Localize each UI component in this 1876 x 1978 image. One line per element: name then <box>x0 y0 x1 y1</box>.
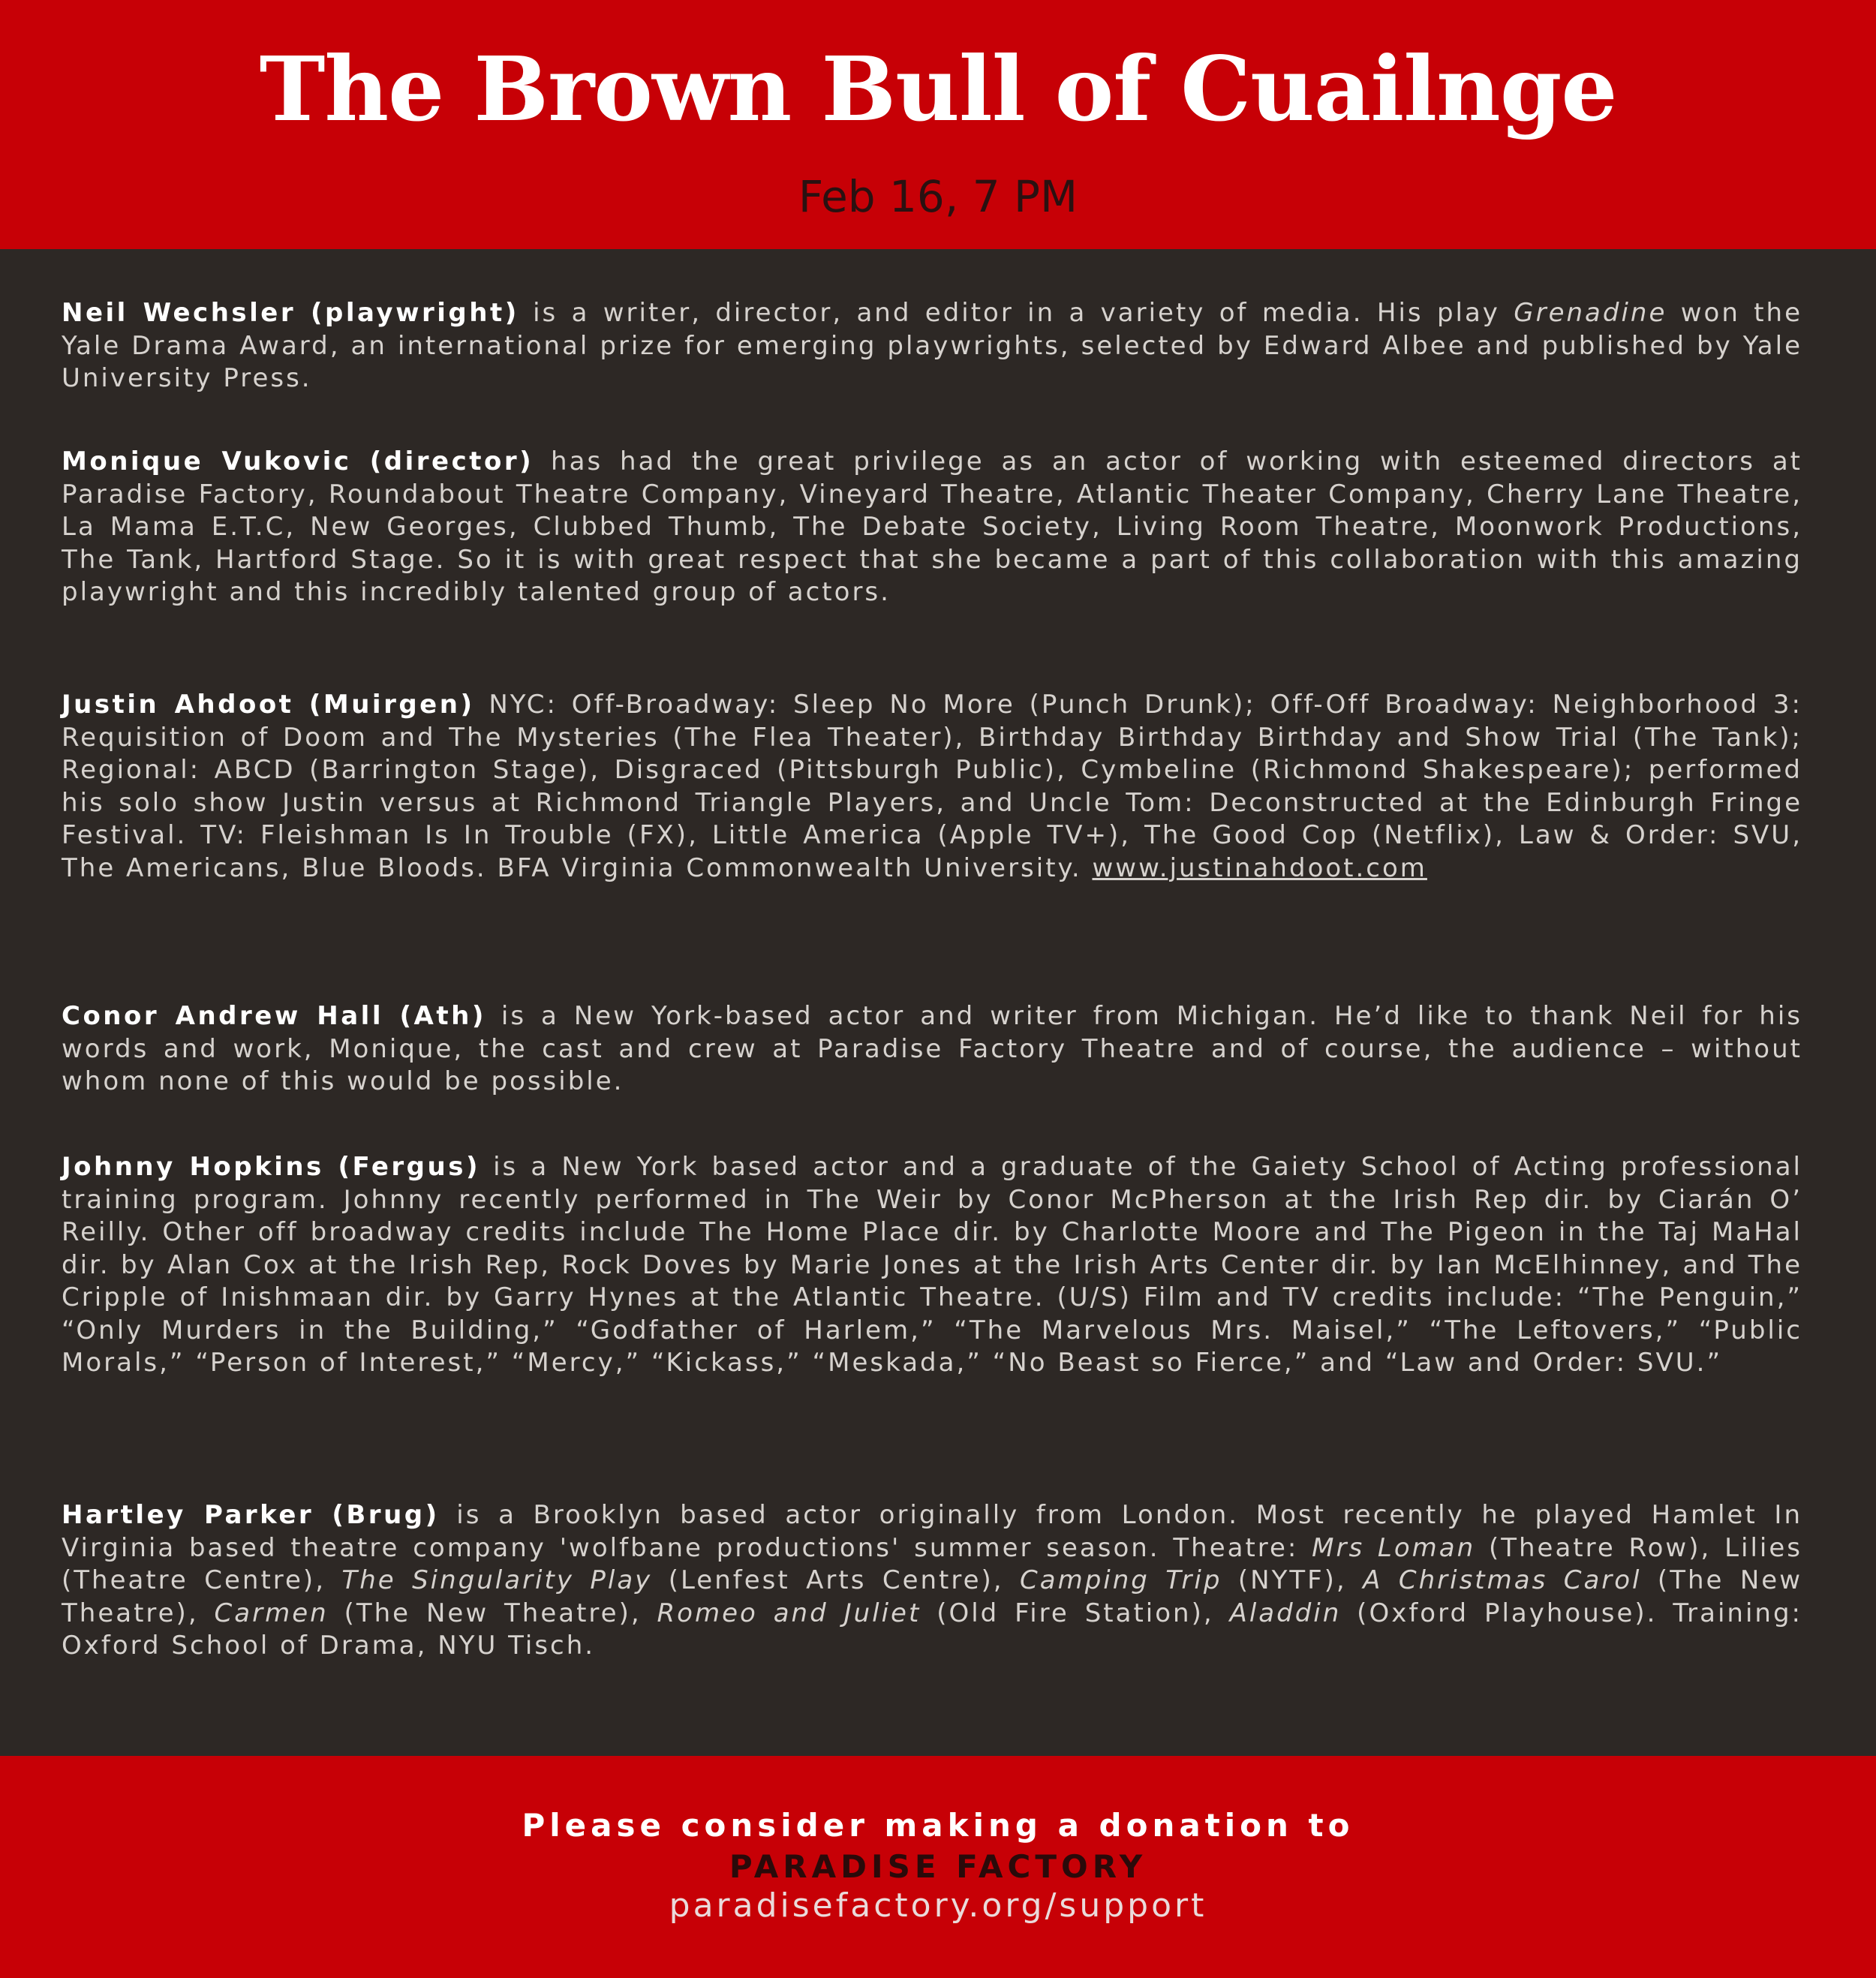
bio-name: Johnny Hopkins (Fergus) <box>62 1152 480 1182</box>
bio-title-italic: Camping Trip <box>1020 1565 1222 1595</box>
bio-text: NYC: Off-Broadway: Sleep No More (Punch Drunk); Off-Off Broadway: Neighborhood 3: Requisition of Doom and The Mysteries (The Flea Theater), Birthday Birthday Birthday and Show Trial (The Tank); Regional: ABCD (Barrington Stage), Disgraced (Pittsburgh Public), Cymbeline (Richmond Shakespeare); performed his solo show Justin versus at Richmond Triangle Players, and Uncle Tom: Deconstructed at the Edinburgh Fringe Festival. TV: Fleishman Is In Trouble (FX), Little America (Apple TV+), The Good Cop (Netflix), Law & Order: SVU, The Americans, Blue Bloods. BFA Virginia Commonwealth University. <box>62 690 1802 883</box>
bio-name: Monique Vukovic (director) <box>62 446 534 476</box>
support-url: paradisefactory.org/support <box>669 1886 1207 1925</box>
bio-text: is a New York based actor and a graduate of the Gaiety School of Acting professional training program. Johnny recently performed in The Weir by Conor McPherson at the Irish Rep dir. by Ciarán O’ Reilly. Other off broadway credits include The Home Place dir. by Charlotte Moore and The Pigeon in the Taj MaHal dir. by Alan Cox at the Irish Rep, Rock Doves by Marie Jones at the Irish Arts Center dir. by Ian McElhinney, and The Cripple of Inishmaan dir. by Garry Hynes at the Atlantic Theatre. (U/S) Film and TV credits include: “The Penguin,” “Only Murders in the Building,” “Godfather of Harlem,” “The Marvelous Mrs. Maisel,” “The Leftovers,” “Public Morals,” “Person of Interest,” “Mercy,” “Kickass,” “Meskada,” “No Beast so Fierce,” and “Law and Order: SVU.” <box>62 1152 1802 1378</box>
bio-text: (The New Theatre), <box>62 1565 1803 1628</box>
bio-name: Hartley Parker (Brug) <box>62 1500 440 1530</box>
donation-prompt: Please consider making a donation to <box>522 1807 1354 1844</box>
bio-paragraph <box>62 297 1802 395</box>
bio-text: (Lenfest Arts Centre), <box>652 1565 1021 1595</box>
bio-name: Neil Wechsler (playwright) <box>62 298 519 328</box>
bio-paragraph <box>62 1000 1802 1099</box>
bio-title-italic: Mrs Loman <box>1312 1532 1476 1563</box>
bio-paragraph <box>62 1151 1802 1380</box>
website-link[interactable]: www.justinahdoot.com <box>1092 852 1427 883</box>
bio-text: is a New York-based actor and writer from Michigan. He’d like to thank Neil for his words and work, Monique, the cast and crew at Paradise Factory Theatre and of course, the audience – without whom none of this would be possible. <box>62 1001 1802 1096</box>
bio-text: has had the great privilege as an actor of working with esteemed directors at Paradise Factory, Roundabout Theatre Company, Vineyard Theatre, Atlantic Theater Company, Cherry Lane Theatre, La Mama E.T.C, New Georges, Clubbed Thumb, The Debate Society, Living Room Theatre, Moonwork Productions, The Tank, Hartford Stage. So it is with great respect that she became a part of this collaboration with this amazing playwright and this incredibly talented group of actors. <box>62 446 1803 607</box>
bio-title-italic: Aladdin <box>1229 1598 1342 1628</box>
bio-text: (NYTF), <box>1222 1565 1363 1595</box>
bio-paragraph <box>62 689 1802 885</box>
organization-name: PARADISE FACTORY <box>729 1848 1147 1885</box>
event-date: Feb 16, 7 PM <box>798 171 1078 222</box>
page-title: The Brown Bull of Cuailnge <box>259 37 1617 141</box>
bio-title-italic: Grenadine <box>1514 298 1667 328</box>
bios-section <box>62 297 1802 1723</box>
bio-title-italic: Carmen <box>214 1598 329 1628</box>
bio-text: (Theatre Row), Lilies (Theatre Centre), <box>62 1532 1802 1595</box>
bio-text: (The New Theatre), <box>328 1598 657 1628</box>
bio-name: Justin Ahdoot (Muirgen) <box>62 690 475 720</box>
bio-text: is a writer, director, and editor in a variety of media. His play <box>519 298 1514 328</box>
bio-name: Conor Andrew Hall (Ath) <box>62 1001 486 1031</box>
bio-paragraph <box>62 446 1802 609</box>
bio-paragraph <box>62 1499 1802 1663</box>
bio-text: won the Yale Drama Award, an international prize for emerging playwrights, selected by Edward Albee and published by Yale University Press. <box>62 298 1803 393</box>
bio-title-italic: A Christmas Carol <box>1363 1565 1642 1595</box>
bio-title-italic: The Singularity Play <box>341 1565 653 1595</box>
bio-title-italic: Romeo and Juliet <box>657 1598 921 1628</box>
bio-text: (Old Fire Station), <box>921 1598 1230 1628</box>
bio-text: is a Brooklyn based actor originally from London. Most recently he played Hamlet In Virginia based theatre company 'wolfbane productions' summer season. Theatre: <box>62 1500 1802 1563</box>
bio-text: (Oxford Playhouse). Training: Oxford School of Drama, NYU Tisch. <box>62 1598 1802 1661</box>
